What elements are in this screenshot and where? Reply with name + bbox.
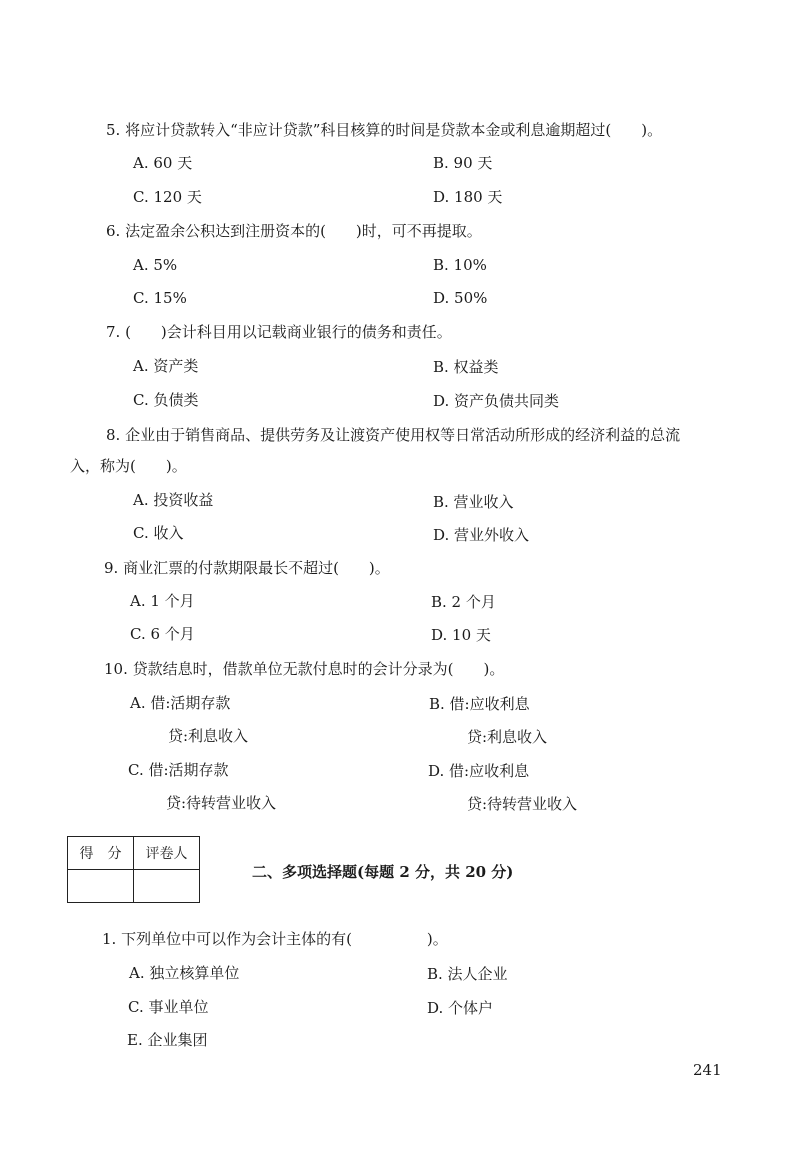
q10-option-d: D. 借:应收利息 bbox=[428, 762, 530, 780]
q7-option-b: B. 权益类 bbox=[433, 358, 499, 376]
q7-option-d: D. 资产负债共同类 bbox=[433, 392, 560, 410]
q10-option-c: C. 借:活期存款 bbox=[128, 761, 229, 779]
q10-option-d-credit: 贷:待转营业收入 bbox=[467, 795, 578, 813]
q10-option-c-credit: 贷:待转营业收入 bbox=[166, 794, 277, 812]
q8-option-a: A. 投资收益 bbox=[133, 491, 214, 509]
score-header: 得 分 bbox=[79, 846, 122, 862]
q8-option-d: D. 营业外收入 bbox=[433, 526, 530, 544]
multi-q1-option-d: D. 个体户 bbox=[427, 999, 494, 1017]
page-number: 241 bbox=[693, 1061, 722, 1079]
multi-q1-option-c: C. 事业单位 bbox=[128, 998, 209, 1016]
q10-option-a: A. 借:活期存款 bbox=[130, 694, 231, 712]
question-10-stem: 10. 贷款结息时，借款单位无款付息时的会计分录为( )。 bbox=[104, 660, 505, 678]
score-cell[interactable] bbox=[68, 870, 133, 903]
q7-option-a: A. 资产类 bbox=[133, 357, 199, 375]
multi-q1-option-e: E. 企业集团 bbox=[127, 1031, 208, 1049]
section-2-title: 二、多项选择题(每题 2 分，共 20 分) bbox=[252, 863, 514, 881]
q9-option-a: A. 1 个月 bbox=[130, 592, 195, 610]
question-7-stem: 7. ( )会计科目用以记载商业银行的债务和责任。 bbox=[106, 323, 452, 341]
question-8-stem-line1: 8. 企业由于销售商品、提供劳务及让渡资产使用权等日常活动所形成的经济利益的总流 bbox=[106, 426, 681, 444]
q8-option-b: B. 营业收入 bbox=[433, 493, 514, 511]
q5-option-c: C. 120 天 bbox=[133, 188, 202, 206]
q8-option-c: C. 收入 bbox=[133, 524, 184, 542]
q10-option-a-credit: 贷:利息收入 bbox=[168, 727, 249, 745]
q6-option-c: C. 15% bbox=[133, 289, 187, 307]
q9-option-d: D. 10 天 bbox=[431, 626, 491, 644]
q5-option-a: A. 60 天 bbox=[133, 154, 193, 172]
q7-option-c: C. 负债类 bbox=[133, 391, 199, 409]
score-table bbox=[67, 836, 200, 903]
q9-option-c: C. 6 个月 bbox=[130, 625, 195, 643]
q10-option-b: B. 借:应收利息 bbox=[429, 695, 530, 713]
question-6-stem: 6. 法定盈余公积达到注册资本的( )时，可不再提取。 bbox=[106, 222, 482, 240]
multi-q1-option-a: A. 独立核算单位 bbox=[129, 964, 240, 982]
q6-option-a: A. 5% bbox=[133, 256, 178, 274]
question-5-stem: 5. 将应计贷款转入“非应计贷款”科目核算的时间是贷款本金或利息逾期超过( )。 bbox=[106, 121, 663, 139]
question-9-stem: 9. 商业汇票的付款期限最长不超过( )。 bbox=[104, 559, 390, 577]
q6-option-d: D. 50% bbox=[433, 289, 488, 307]
q9-option-b: B. 2 个月 bbox=[431, 593, 496, 611]
q6-option-b: B. 10% bbox=[433, 256, 487, 274]
multi-question-1-stem: 1. 下列单位中可以作为会计主体的有( )。 bbox=[102, 930, 448, 948]
q5-option-d: D. 180 天 bbox=[433, 188, 503, 206]
question-8-stem-line2: 入，称为( )。 bbox=[70, 457, 187, 475]
multi-q1-option-b: B. 法人企业 bbox=[427, 965, 508, 983]
q5-option-b: B. 90 天 bbox=[433, 154, 493, 172]
grader-header: 评卷人 bbox=[133, 837, 199, 869]
grader-cell[interactable] bbox=[133, 870, 199, 903]
q10-option-b-credit: 贷:利息收入 bbox=[467, 728, 548, 746]
